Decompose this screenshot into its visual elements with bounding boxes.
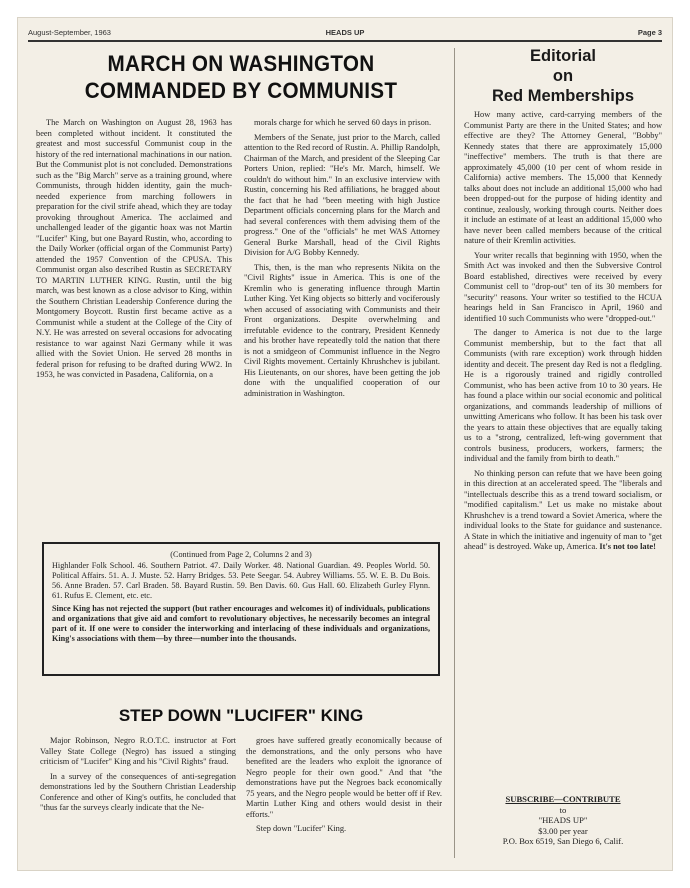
subscribe-publication: "HEADS UP": [538, 815, 588, 825]
second-article-column-1: [40, 736, 236, 862]
page-number: Page 3: [637, 28, 662, 37]
publication-name: HEADS UP: [325, 28, 365, 37]
column-divider: [454, 48, 455, 858]
subscribe-to: to: [559, 804, 567, 815]
continued-heading: (Continued from Page 2, Columns 2 and 3): [170, 550, 312, 559]
editorial-paragraph: Your writer recalls that beginning with 1950, when the Smith Act was invoked and then the Subversive Control Board established, directives were received by every Communist cell to "drop-out" ten of its 30 members for "security" reasons. Your writer so testified to the HCUA hearings held in San Francisco in April, 1960 and identified 10 such Communists who were "dropped-out.": [464, 250, 662, 323]
editorial-title: [462, 46, 664, 106]
article-paragraph: morals charge for which he served 60 days in prison.: [254, 118, 432, 127]
subscribe-block: [464, 794, 662, 847]
article-paragraph: groes have suffered greatly economically because of the demonstrations, and the only persons who have benefited are the leaders who exploit the ignorance of Negro people for their own good." And that "the demonstrations have put the Negroes back economically 75 years, and the Negro people would be better off if Rev. Martin Luther King and others would desist in their efforts.": [246, 736, 442, 819]
editorial-title-line: Editorial: [529, 47, 596, 65]
editorial-paragraph: [464, 469, 662, 553]
article-paragraph: In a survey of the consequences of anti-segregation demonstrations led by the Southern Christian Leadership Conference and other of King's outfits, he concluded that "thus far the surveys clearly indicate that the Ne-: [40, 771, 236, 812]
second-article-column-2: [246, 736, 442, 862]
header-rule: [28, 40, 662, 42]
main-article-column-2: [244, 118, 440, 522]
page-header: [28, 26, 662, 40]
article-paragraph: Members of the Senate, just prior to the March, called attention to the Red record of Rustin. A. Phillip Randolph, Chairman of the March, and president of the Sleeping Car Porters Union, replied: "He's Mr. March, himself. We couldn't do without him." In an exclusive interview with Rustin, concerning his Red affiliations, he bragged about the fact that he had "been meeting with high Justice Department officials concerning plans for the March and had several conferences with them advising them of the progress." One of the "officials" he met WAS Attorney General Burke Marshall, head of the Civil Rights Division for A/G Bobby Kennedy.: [244, 132, 440, 257]
subscribe-price: $3.00 per year: [538, 825, 588, 836]
second-headline: STEP DOWN "LUCIFER" KING: [118, 706, 364, 725]
newspaper-page: [18, 18, 672, 870]
subscribe-address: P.O. Box 6519, San Diego 6, Calif.: [502, 836, 624, 846]
editorial-title-line: on: [552, 67, 574, 85]
article-paragraph: The March on Washington on August 28, 1963 has been completed without incident. It constituted the greatest and most successful Communist coup in the history of the red international machinations in our nation. But the Communist plot is not concluded. Demonstrations such as the "Big March" serve as a training ground, where Communists, through hidden identity, gain the much-needed experience from marching followers in preparation for the civil strife ahead, which they are today provoking throughout America. The acclaimed and unchallenged leader of the gigantic hoax was not Martin "Lucifer" King, but one Bayard Rustin, who, according to the Daily Worker (official organ of the Communist Party) attended the 1957 Convention of the CPUSA. This Communist organ also described Rustin as SECRETARY TO MARTIN LUTHER KING. Rustin, until the big march, was best known as a close advisor to King, within the Southern Christian Leadership Conference during the Montgomery Boycott. Rustin first became active as a Communist while a student at the College of the City of N.Y. He was arrested on several occasions for advocating resistance to war against Nazi Germany while it was allied with the Soviet Union. He served 28 months in federal prison for refusing to be drafted during WW2. In 1953, he was convicted in Pasadena, California, on a: [36, 118, 232, 379]
subscribe-heading: SUBSCRIBE—CONTRIBUTE: [505, 794, 621, 804]
article-signoff: Step down "Lucifer" King.: [256, 824, 347, 833]
continued-statement: Since King has not rejected the support (but rather encourages and welcomes it) of individuals, publications and organizations that give aid and comfort to revolutionary objectives, he necessarily becomes an integral part of it. If one were to consider the interworking and interlacing of these individuals and organizations, King's associations with them—by three—number into the thousands.: [52, 604, 430, 643]
continued-list: Highlander Folk School. 46. Southern Patriot. 47. Daily Worker. 48. National Guardian. 49. Peoples World. 50. Political Affairs. 51. A. J. Muste. 52. Harry Bridges. 53. Pete Seegar. 54. Aubrey Williams. 55. W. E. B. Du Bois. 56. Anne Braden. 57. Carl Braden. 58. Bayard Rustin. 59. Ben Davis. 60. Gus Hall. 60. Elizabeth Gurley Flynn. 61. Rufus E. Clement, etc. etc.: [52, 561, 430, 600]
editorial-column: [464, 110, 662, 778]
continued-box: [42, 542, 440, 676]
editorial-closing: It's not too late!: [599, 542, 656, 551]
main-headline: MARCH ON WASHINGTON COMMANDED BY COMMUNIST: [84, 51, 398, 103]
article-paragraph: This, then, is the man who represents Nikita on the "Civil Rights" issue in America. This is one of the Kremlin who is generating influence through Martin Luther King. Yet King objects so bitterly and vociferously when accused of associating with Communists and their Front organizations. Despite overwhelming and irrefutable evidence to the contrary, President Kennedy and his brother have repeatedly told the nation that there is not a smidgeon of Communist influence in the Negro Civil Rights movement. Certainly Khrushchev is jubilant. His Lieutenants, on our shores, have been getting the job done with the unqualified cooperation of our administration in Washington.: [244, 262, 440, 398]
article-paragraph: Major Robinson, Negro R.O.T.C. instructor at Fort Valley State College (Negro) has issued a stinging criticism of "Lucifer" King and his "Civil Rights" fraud.: [40, 736, 236, 766]
issue-date: August-September, 1963: [28, 28, 111, 37]
editorial-paragraph-text: No thinking person can refute that we have been going in this direction at an accelerated speed. The "liberals and "intellectuals describe this as a trend toward socialism, or "modified capitalism." Let us make no mistake about Khrushchev is a trend toward a Soviet America, where the individual looks to the State for guidance and sustenance. A State in which the initiative and ingenuity of man to "get ahead" is destroyed. Wake up, America.: [464, 468, 662, 551]
editorial-title-line: Red Memberships: [491, 87, 635, 105]
editorial-paragraph: The danger to America is not due to the large Communist membership, but to the fact that all Communists (with rare exception) work through hidden identity and deceit. The present day Red is not a fledgling. He is a rigorously trained and rigidly controlled Communist, who has been active from 10 to 30 years. He has found a place within our social economic and political organizations, and commands leadership of millions of unwitting Americans who follow. It has been his task over the years to attain these objectives that are equally taking us to a "strong, centralized, left-wing government that controls business, producers, workers, farmers; the individual and the family from birth to death.": [464, 328, 662, 463]
editorial-paragraph: How many active, card-carrying members of the Communist Party are there in the United States; and how effective are they? The Attorney General, "Bobby" Kennedy states that there are approximately 15,000 "ineffective" members. The truth is that there are approximately 45,000 (10 per cent of whom reside in California) active members. The 15,000 that Kennedy talks about does not include an additional 15,000 who had been dropped-out for the purpose of hiding identity and continue, zealously, working through courts. Neither does it include an estimate of at least an additional 15,000 who have never been called members because of the critical nature of their Kremlin activities.: [464, 110, 662, 245]
main-article-column-1: [36, 118, 232, 522]
